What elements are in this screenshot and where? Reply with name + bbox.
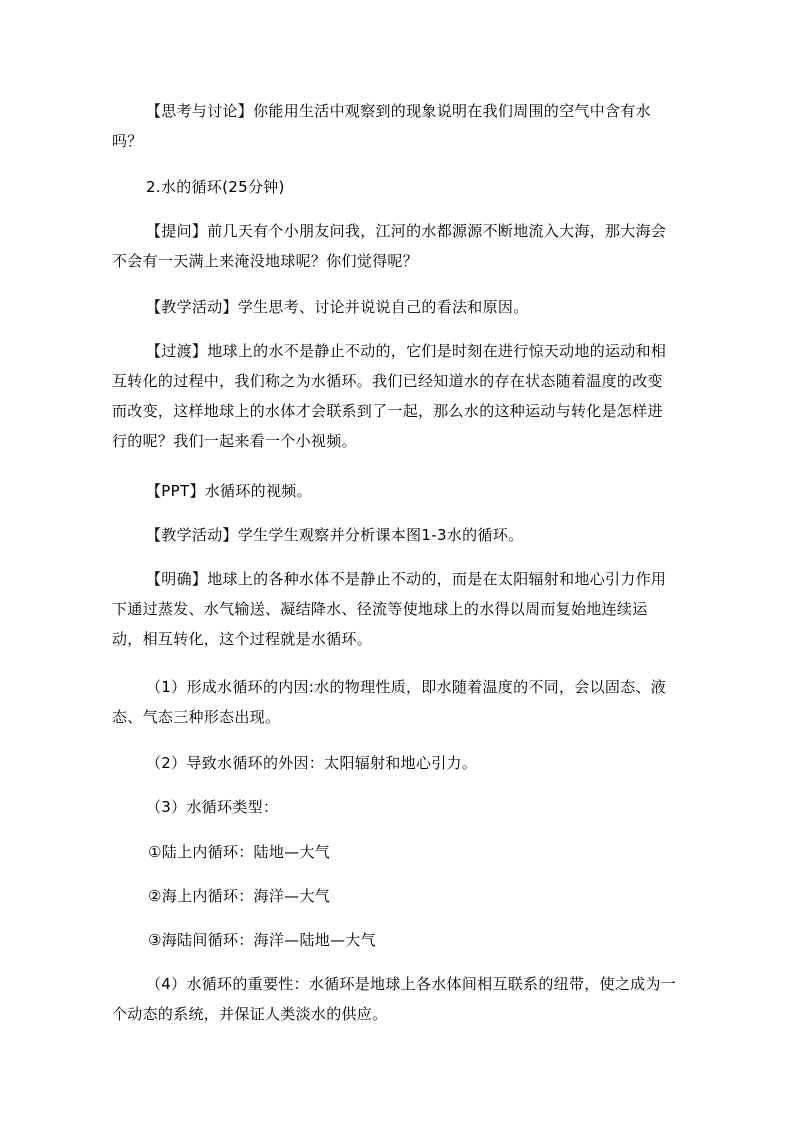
list-item-land-cycle: ①陆上内循环：陆地—大气 bbox=[148, 843, 331, 861]
paragraph-question: 【提问】前几天有个小朋友问我，江河的水都源源不断地流入大海，那大海会不会有一天满上来淹没地球呢？你们觉得呢？ bbox=[112, 222, 667, 270]
paragraph-external-cause: （2）导致水循环的外因：太阳辐射和地心引力。 bbox=[146, 754, 478, 772]
list-item-sea-cycle: ②海上内循环：海洋—大气 bbox=[148, 887, 331, 905]
paragraph-clarify: 【明确】地球上的各种水体不是静止不动的，而是在太阳辐射和地心引力作用下通过蒸发、水气输送、凝结降水、径流等使地球上的水得以周而复始地连续运动，相互转化，这个过程就是水循环。 bbox=[112, 570, 667, 648]
paragraph-cycle-types: （3）水循环类型： bbox=[146, 798, 279, 816]
paragraph-teaching-activity-2: 【教学活动】学生学生观察并分析课本图1-3水的循环。 bbox=[146, 526, 524, 544]
section-heading-water-cycle: 2.水的循环(25分钟) bbox=[146, 178, 285, 196]
paragraph-transition: 【过渡】地球上的水不是静止不动的，它们是时刻在进行惊天动地的运动和相互转化的过程中，我们称之为水循环。我们已经知道水的存在状态随着温度的改变而改变，这样地球上的水体才会联系到了一起，那么水的这种运动与转化是怎样进行的呢？我们一起来看一个小视频。 bbox=[112, 342, 667, 450]
paragraph-think-discuss: 【思考与讨论】你能用生活中观察到的现象说明在我们周围的空气中含有水吗？ bbox=[112, 102, 651, 150]
paragraph-internal-cause: （1）形成水循环的内因:水的物理性质，即水随着温度的不同，会以固态、液态、气态三种形态出现。 bbox=[112, 678, 667, 726]
paragraph-ppt: 【PPT】水循环的视频。 bbox=[146, 482, 312, 500]
paragraph-teaching-activity-1: 【教学活动】学生思考、讨论并说说自己的看法和原因。 bbox=[146, 298, 529, 316]
list-item-sea-land-cycle: ③海陆间循环：海洋—陆地—大气 bbox=[148, 931, 376, 949]
paragraph-importance: （4）水循环的重要性：水循环是地球上各水体间相互联系的纽带，使之成为一个动态的系统，并保证人类淡水的供应。 bbox=[112, 975, 677, 1023]
